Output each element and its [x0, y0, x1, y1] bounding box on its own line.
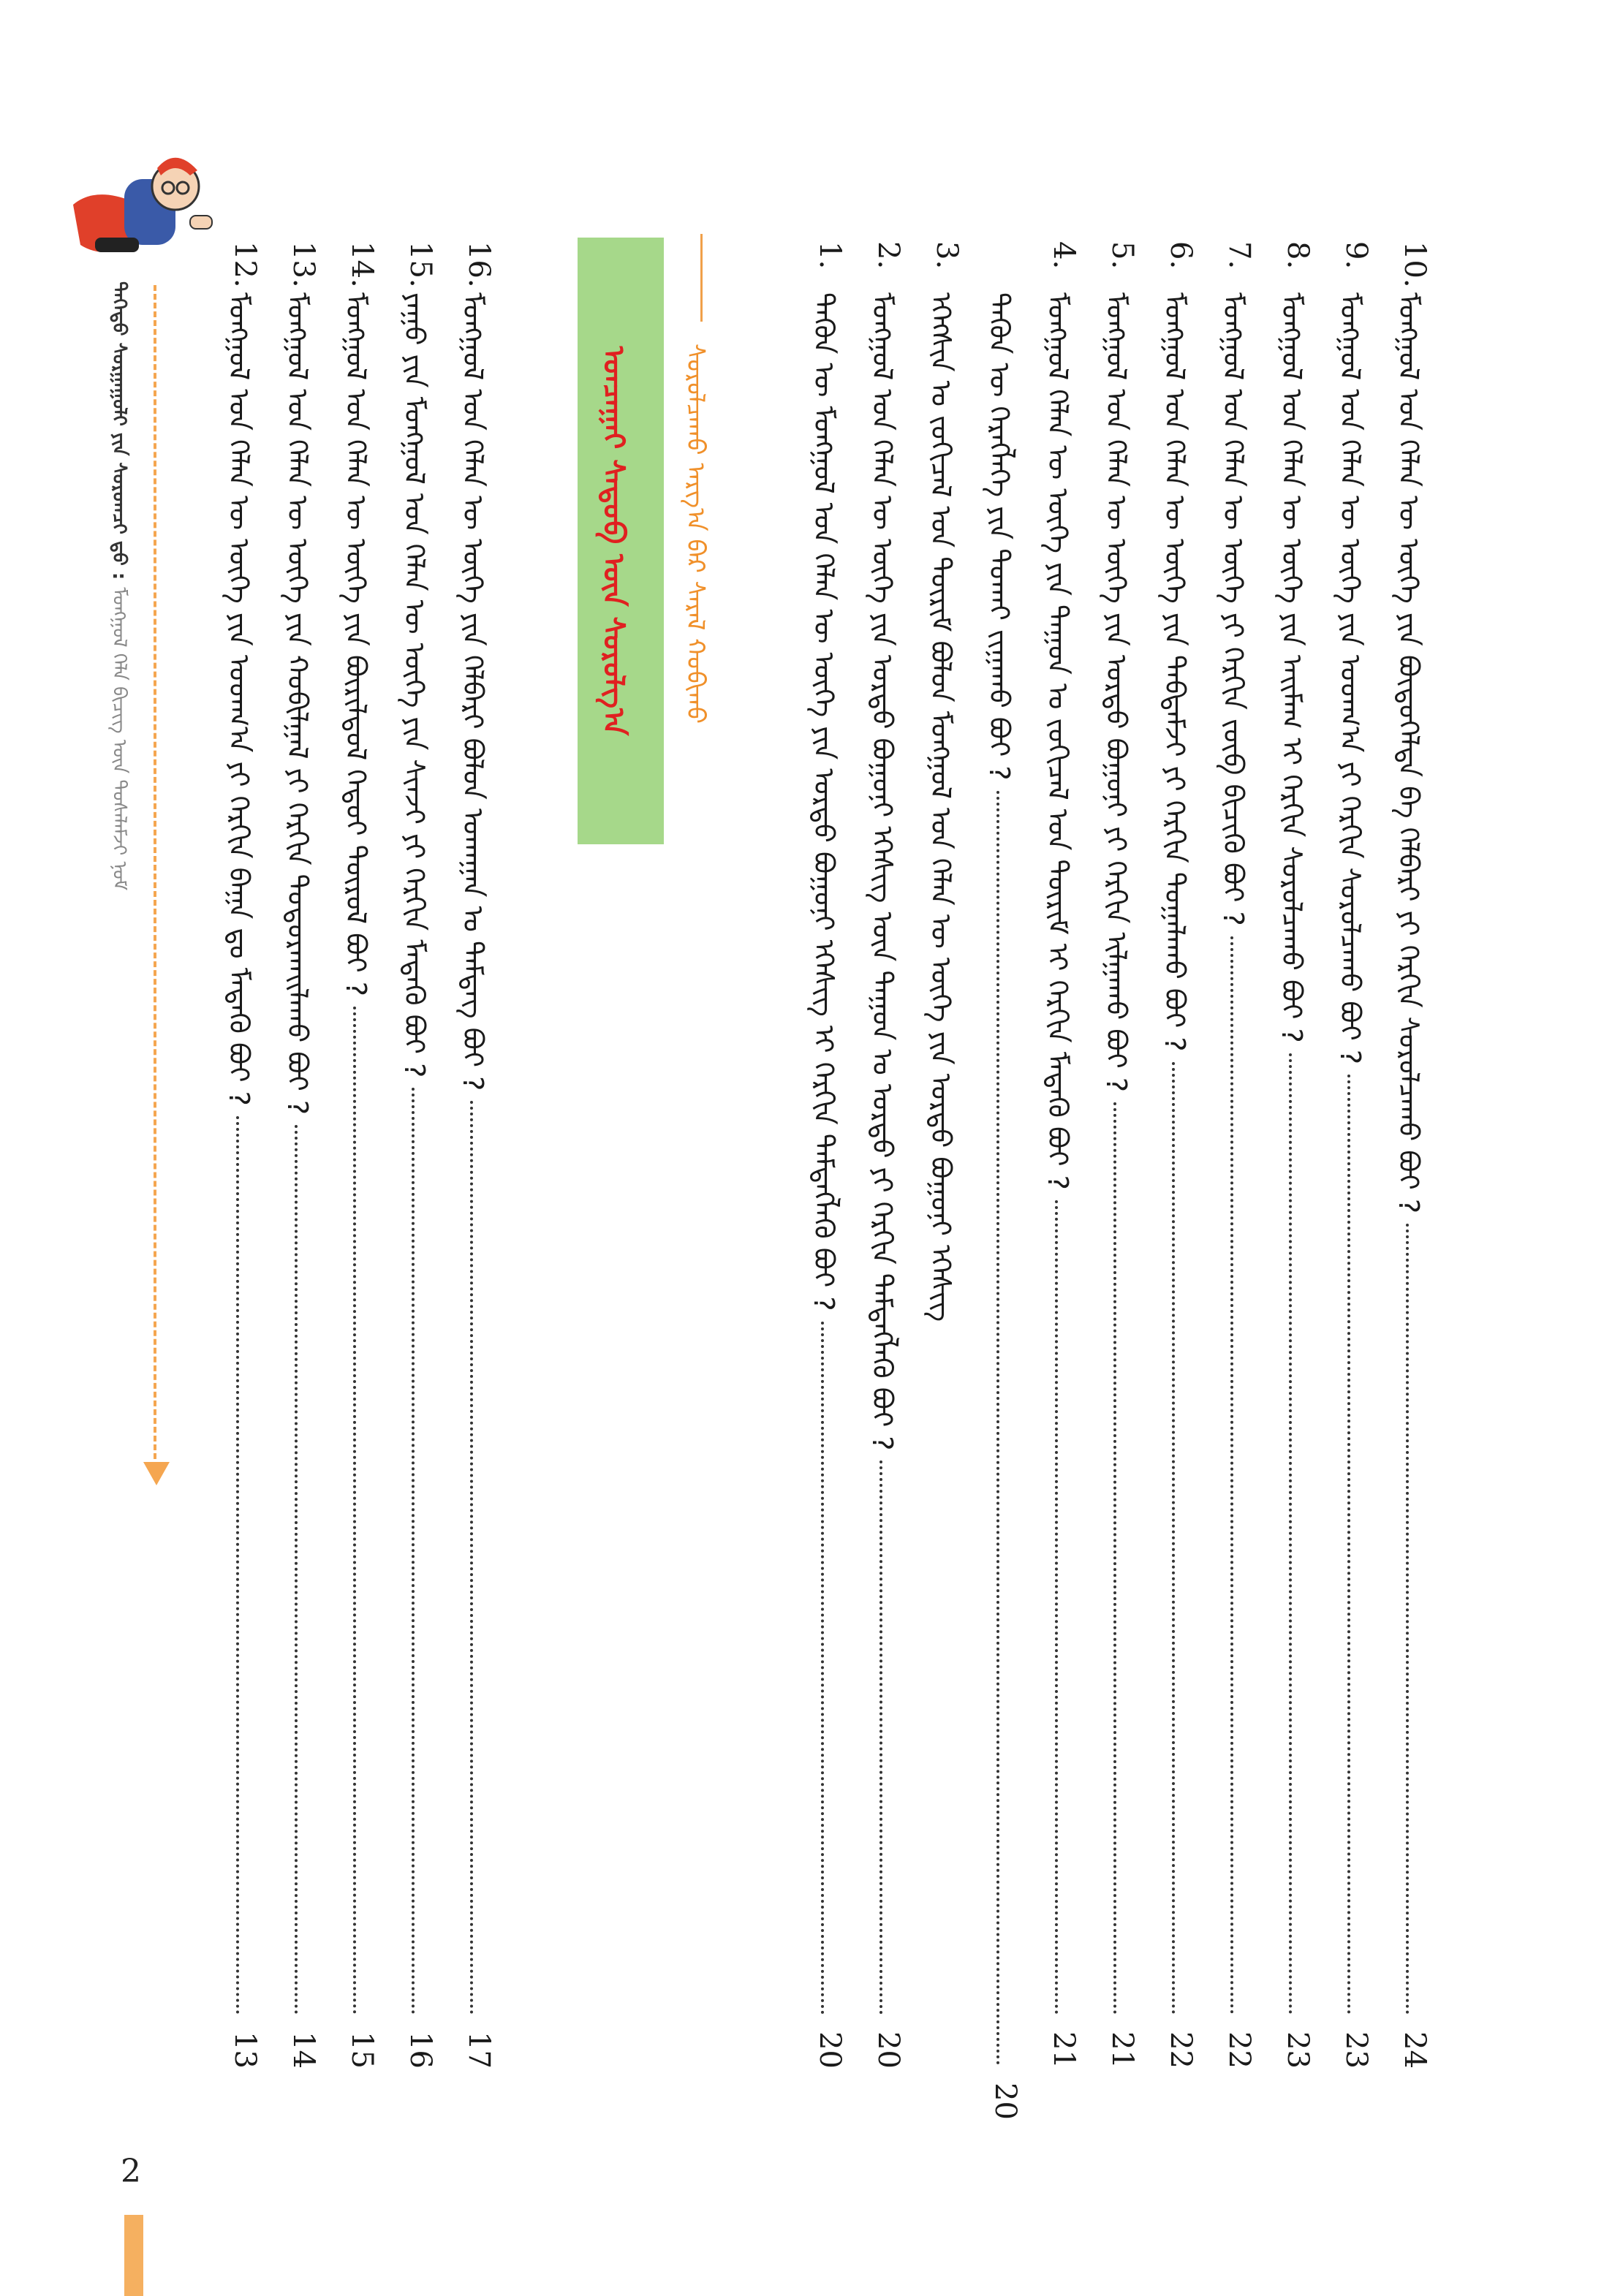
section-header-title: ᠣᠨᠴᠠᠭᠠᠢ ᠰᠡᠳᠦᠪ ᠦᠨ ᠰᠤᠷᠤᠯᠭ᠎ᠠ: [597, 346, 630, 736]
leader-dots: [295, 1125, 298, 2015]
toc-entry-page: 13: [228, 2031, 262, 2069]
section-subtitle-text: ᠰᠤᠷᠤᠯᠴᠠᠬᠤ ᠠᠷᠭ᠎ᠠ ᠪᠠᠷ ᠰᠠᠷᠠᠯ ᠬᠤᠪᠢᠬᠤ: [681, 344, 710, 724]
toc-entry-number: 14.: [345, 241, 379, 288]
leader-dots: [1172, 1062, 1175, 2015]
toc-entry-page: 20: [871, 2031, 905, 2069]
toc-entry-title: ᠮᠣᠩᠭᠣᠯ ᠤᠨ ᠬᠡᠯᠡᠨ ᠦ ᠦᠭᠡ ᠶᠢᠨ ᠤᠷᠲᠤ ᠪᠣᠭᠣᠨᠢ ᠶᠢ ᠬᠡᠷᠬᠢᠨ ᠢᠯᠭᠠᠬᠤ ᠪᠤᠢ ?: [1100, 292, 1132, 1093]
toc-entry-number: 8.: [1281, 241, 1314, 270]
toc-entry[interactable]: [1042, 241, 1086, 2069]
toc-entry[interactable]: [808, 241, 852, 2069]
toc-entry-title: ᠮᠣᠩᠭᠣᠯ ᠤᠨ ᠬᠡᠯᠡᠨ ᠦ ᠦᠭᠡ ᠶᠢᠨ ᠠᠢᠮᠠᠭ ᠢ ᠬᠡᠷᠬᠢᠨ ᠰᠤᠷᠤᠯᠴᠠᠬᠤ ᠪᠤᠢ ?: [1276, 292, 1308, 1043]
toc-entry-number: 6.: [1164, 241, 1198, 270]
leader-dots: [1347, 1075, 1350, 2015]
toc-entry-page: 21: [1105, 2031, 1139, 2069]
toc-entry[interactable]: [340, 241, 384, 2069]
toc-entry[interactable]: [866, 241, 910, 2069]
toc-entry-number: 10.: [1398, 241, 1431, 288]
subtitle-divider: [700, 234, 703, 322]
toc-entry-title: ᠶᠠᠭᠤ ᠶᠢᠨ ᠮᠣᠩᠭᠣᠯ ᠤᠨ ᠬᠡᠯᠡᠨ ᠦ ᠦᠭᠡ ᠶᠢᠨ ᠰᠢᠨᠵᠢ ᠶᠢ ᠬᠡᠷᠬᠢᠨ ᠮᠡᠳᠡᠬᠦ ᠪᠤᠢ ?: [398, 292, 431, 1078]
toc-entry-page: 22: [1222, 2031, 1256, 2069]
toc-entry-number: 4.: [1047, 241, 1081, 270]
toc-entry-title: ᠮᠣᠩᠭᠣᠯ ᠤᠨ ᠬᠡᠯᠡᠨ ᠦ ᠦᠭᠡ ᠶᠢᠨ ᠤᠳᠬ᠎ᠠ ᠶᠢ ᠬᠡᠷᠬᠢᠨ ᠰᠤᠷᠤᠯᠴᠠᠬᠤ ᠪᠤᠢ ?: [1334, 292, 1366, 1065]
footer-caption: [110, 281, 139, 1524]
leader-dots: [1289, 1053, 1292, 2015]
toc-entry-page: 21: [1047, 2031, 1081, 2069]
toc-entry-page: 24: [1398, 2031, 1431, 2069]
toc-entry[interactable]: [1393, 241, 1437, 2069]
toc-entry[interactable]: [398, 241, 442, 2069]
toc-entry-page: 15: [345, 2031, 379, 2069]
toc-entry-page: 16: [404, 2031, 437, 2069]
toc-entry[interactable]: [281, 241, 325, 2069]
toc-entry-title: ᠮᠣᠩᠭᠣᠯ ᠤᠨ ᠬᠡᠯᠡᠨ ᠦ ᠦᠭᠡ ᠶᠢᠨ ᠪᠦᠲᠦᠭᠡᠯᠲᠡ ᠪᠠ ᠬᠡᠯᠪᠡᠷᠢ ᠶᠢ ᠬᠡᠷᠬᠢᠨ ᠰᠤᠷᠤᠯᠴᠠᠬᠤ ᠪᠤᠢ ?: [1393, 292, 1425, 1214]
toc-entry-title: ᠮᠣᠩᠭᠣᠯ ᠤᠨ ᠬᠡᠯᠡᠨ ᠦ ᠦᠭᠡ ᠶᠢᠨ ᠪᠦᠷᠢᠯᠳᠦᠯ ᠬᠡᠳᠦᠢ ᠲᠦᠷᠦᠯ ᠪᠤᠢ ?: [340, 292, 372, 996]
toc-entry[interactable]: [1159, 241, 1203, 2069]
toc-entry-number: 13.: [287, 241, 320, 288]
section-subtitle: [681, 344, 720, 1001]
mascot-illustration: [66, 135, 219, 281]
toc-entry-title: ᠮᠣᠩᠭᠣᠯ ᠤᠨ ᠬᠡᠯᠡᠨ ᠦ ᠦᠭᠡ ᠶᠢᠨ ᠬᠤᠪᠢᠯᠭᠠᠯ ᠶᠢ ᠬᠡᠷᠬᠢᠨ ᠲᠣᠳᠤᠷᠬᠠᠢᠯᠠᠬᠤ ᠪᠤᠢ ?: [281, 292, 314, 1115]
toc-entry-title: ᠮᠣᠩᠭᠣᠯ ᠤᠨ ᠬᠡᠯᠡᠨ ᠦ ᠦᠭᠡ ᠶᠢ ᠬᠡᠷᠬᠢᠨ ᠵᠥᠪ ᠪᠢᠴᠢᠬᠦ ᠪᠤᠢ ?: [1217, 292, 1249, 926]
toc-entry[interactable]: [1276, 241, 1320, 2069]
leader-dots: [821, 1322, 824, 2015]
footer-bold-text: ᠳᠡᠭᠡᠳᠦ ᠰᠤᠷᠭᠠᠭᠤᠯᠢ ᠶᠢᠨ ᠰᠤᠷᠤᠭᠴᠢ ᠳ᠋ᠤ :: [108, 281, 130, 580]
toc-entry-title: ᠮᠣᠩᠭᠣᠯ ᠤᠨ ᠬᠡᠯᠡᠨ ᠦ ᠦᠭᠡ ᠶᠢᠨ ᠤᠳᠬ᠎ᠠ ᠶᠢ ᠬᠡᠷᠬᠢᠨ ᠪᠠᠭᠠ ᠳᠤ ᠮᠡᠳᠡᠬᠦ ᠪᠤᠢ ?: [223, 292, 255, 1106]
leader-dots: [1113, 1102, 1116, 2015]
toc-entry-title: ᠲᠡᠭᠦᠨ ᠦ ᠬᠡᠷᠡᠭᠯᠡᠭᠡ ᠶᠢᠨ ᠲᠤᠬᠠᠢ ᠵᠢᠭᠠᠬᠤ ᠪᠤᠢ ?: [983, 292, 1015, 781]
toc-entry[interactable]: [1334, 241, 1378, 2069]
toc-entry-number: 7.: [1222, 241, 1256, 270]
leader-dots: [1055, 1200, 1058, 2015]
toc-entry-title: ᠡᠭᠡᠭᠰᠢᠨ ᠤ ᠵᠣᠬᠢᠴᠠᠯ ᠤᠨ ᠳᠦᠷᠢᠮ ᠪᠣᠯᠤᠨ ᠮᠣᠩᠭᠣᠯ ᠤᠨ ᠬᠡᠯᠡᠨ ᠦ ᠦᠭᠡ ᠶᠢᠨ ᠤᠷᠲᠤ ᠪᠣᠭᠣᠨᠢ ᠡᠭᠡᠰᠢᠭ: [925, 292, 957, 1322]
toc-entry-page: 22: [1164, 2031, 1198, 2069]
arrow-icon: [143, 1462, 170, 1485]
toc-entry[interactable]: [457, 241, 501, 2069]
toc-entry-number: 2.: [871, 241, 905, 270]
toc-entry[interactable]: [1217, 241, 1261, 2069]
leader-dots: [996, 791, 999, 2066]
leader-dots: [470, 1101, 473, 2015]
page-number: 2: [121, 2153, 141, 2190]
page-color-bar: [124, 2215, 143, 2296]
toc-entry-page: 23: [1339, 2031, 1373, 2069]
toc-entry[interactable]: [1100, 241, 1144, 2069]
footer-light-text: ᠮᠣᠩᠭᠣᠯ ᠬᠡᠯᠡ ᠪᠢᠴᠢᠭ ᠦᠨ ᠲᠤᠰᠠᠯᠠᠮᠵᠢ ᠨᠣᠮ: [108, 587, 130, 891]
section-header-box: [578, 238, 664, 844]
toc-entry-number: 1.: [813, 241, 847, 270]
toc-entry[interactable]: [925, 241, 969, 2069]
dashed-guide-line: [154, 285, 156, 1477]
toc-entry-number: 9.: [1339, 241, 1373, 270]
toc-entry-title: ᠮᠣᠩᠭᠣᠯ ᠤᠨ ᠬᠡᠯᠡᠨ ᠦ ᠦᠭᠡ ᠶᠢᠨ ᠤᠷᠲᠤ ᠪᠣᠭᠣᠨᠢ ᠡᠭᠡᠰᠢᠭ ᠦᠨ ᠳᠠᠭᠤᠨ ᠤ ᠤᠷᠲᠤ ᠶᠢ ᠬᠡᠷᠬᠢᠨ ᠲᠡᠮᠳᠡᠭᠯᠡᠬᠦ ᠪᠤᠢ ?: [866, 292, 898, 1451]
leader-dots: [879, 1460, 882, 2015]
leader-dots: [1406, 1224, 1409, 2015]
toc-entry-number: 15.: [404, 241, 437, 288]
toc-entry-title: ᠮᠣᠩᠭᠣᠯ ᠤᠨ ᠬᠡᠯᠡᠨ ᠦ ᠦᠭᠡ ᠶᠢᠨ ᠬᠡᠯᠪᠡᠷᠢ ᠪᠣᠯᠤᠨ ᠤᠬᠠᠭᠠᠨ ᠤ ᠲᠡᠮᠳᠡᠭ ᠪᠤᠢ ?: [457, 292, 489, 1091]
toc-entry-title: ᠮᠣᠩᠭᠣᠯ ᠬᠡᠯᠡᠨ ᠦ ᠦᠭᠡ ᠶᠢᠨ ᠳᠠᠭᠤᠨ ᠤ ᠵᠣᠬᠢᠴᠠᠯ ᠤᠨ ᠳᠦᠷᠢᠮ ᠢ ᠬᠡᠷᠬᠢᠨ ᠮᠡᠳᠡᠬᠦ ᠪᠤᠢ ?: [1042, 292, 1074, 1190]
toc-entry-title: ᠲᠡᠭᠦᠨ ᠦ ᠮᠣᠩᠭᠣᠯ ᠤᠨ ᠬᠡᠯᠡᠨ ᠦ ᠦᠭᠡ ᠶᠢᠨ ᠤᠷᠲᠤ ᠪᠣᠭᠣᠨᠢ ᠡᠭᠡᠰᠢᠭ ᠢ ᠬᠡᠷᠬᠢᠨ ᠲᠡᠮᠳᠡᠭᠯᠡᠬᠦ ᠪᠤᠢ ?: [808, 292, 840, 1311]
leader-dots: [1230, 936, 1233, 2015]
toc-entry-number: 3.: [930, 241, 964, 270]
toc-entry-number: 16.: [462, 241, 496, 288]
toc-entry-page: 17: [462, 2031, 496, 2069]
toc-entry-page: 23: [1281, 2031, 1314, 2069]
toc-entry-page: 20: [988, 2083, 1022, 2120]
toc-entry[interactable]: [983, 241, 1027, 2120]
toc-entry-number: 5.: [1105, 241, 1139, 270]
toc-entry-title: ᠮᠣᠩᠭᠣᠯ ᠤᠨ ᠬᠡᠯᠡᠨ ᠦ ᠦᠭᠡ ᠶᠢᠨ ᠳᠠᠪᠲᠠᠮᠵᠢ ᠶᠢ ᠬᠡᠷᠬᠢᠨ ᠲᠣᠭᠠᠯᠠᠬᠤ ᠪᠤᠢ ?: [1159, 292, 1191, 1052]
leader-dots: [236, 1116, 239, 2015]
toc-entry[interactable]: [223, 241, 267, 2069]
toc-entry-page: 20: [813, 2031, 847, 2069]
leader-dots: [353, 1007, 356, 2015]
toc-entry-page: 14: [287, 2031, 320, 2069]
leader-dots: [412, 1088, 415, 2015]
toc-entry-number: 12.: [228, 241, 262, 288]
